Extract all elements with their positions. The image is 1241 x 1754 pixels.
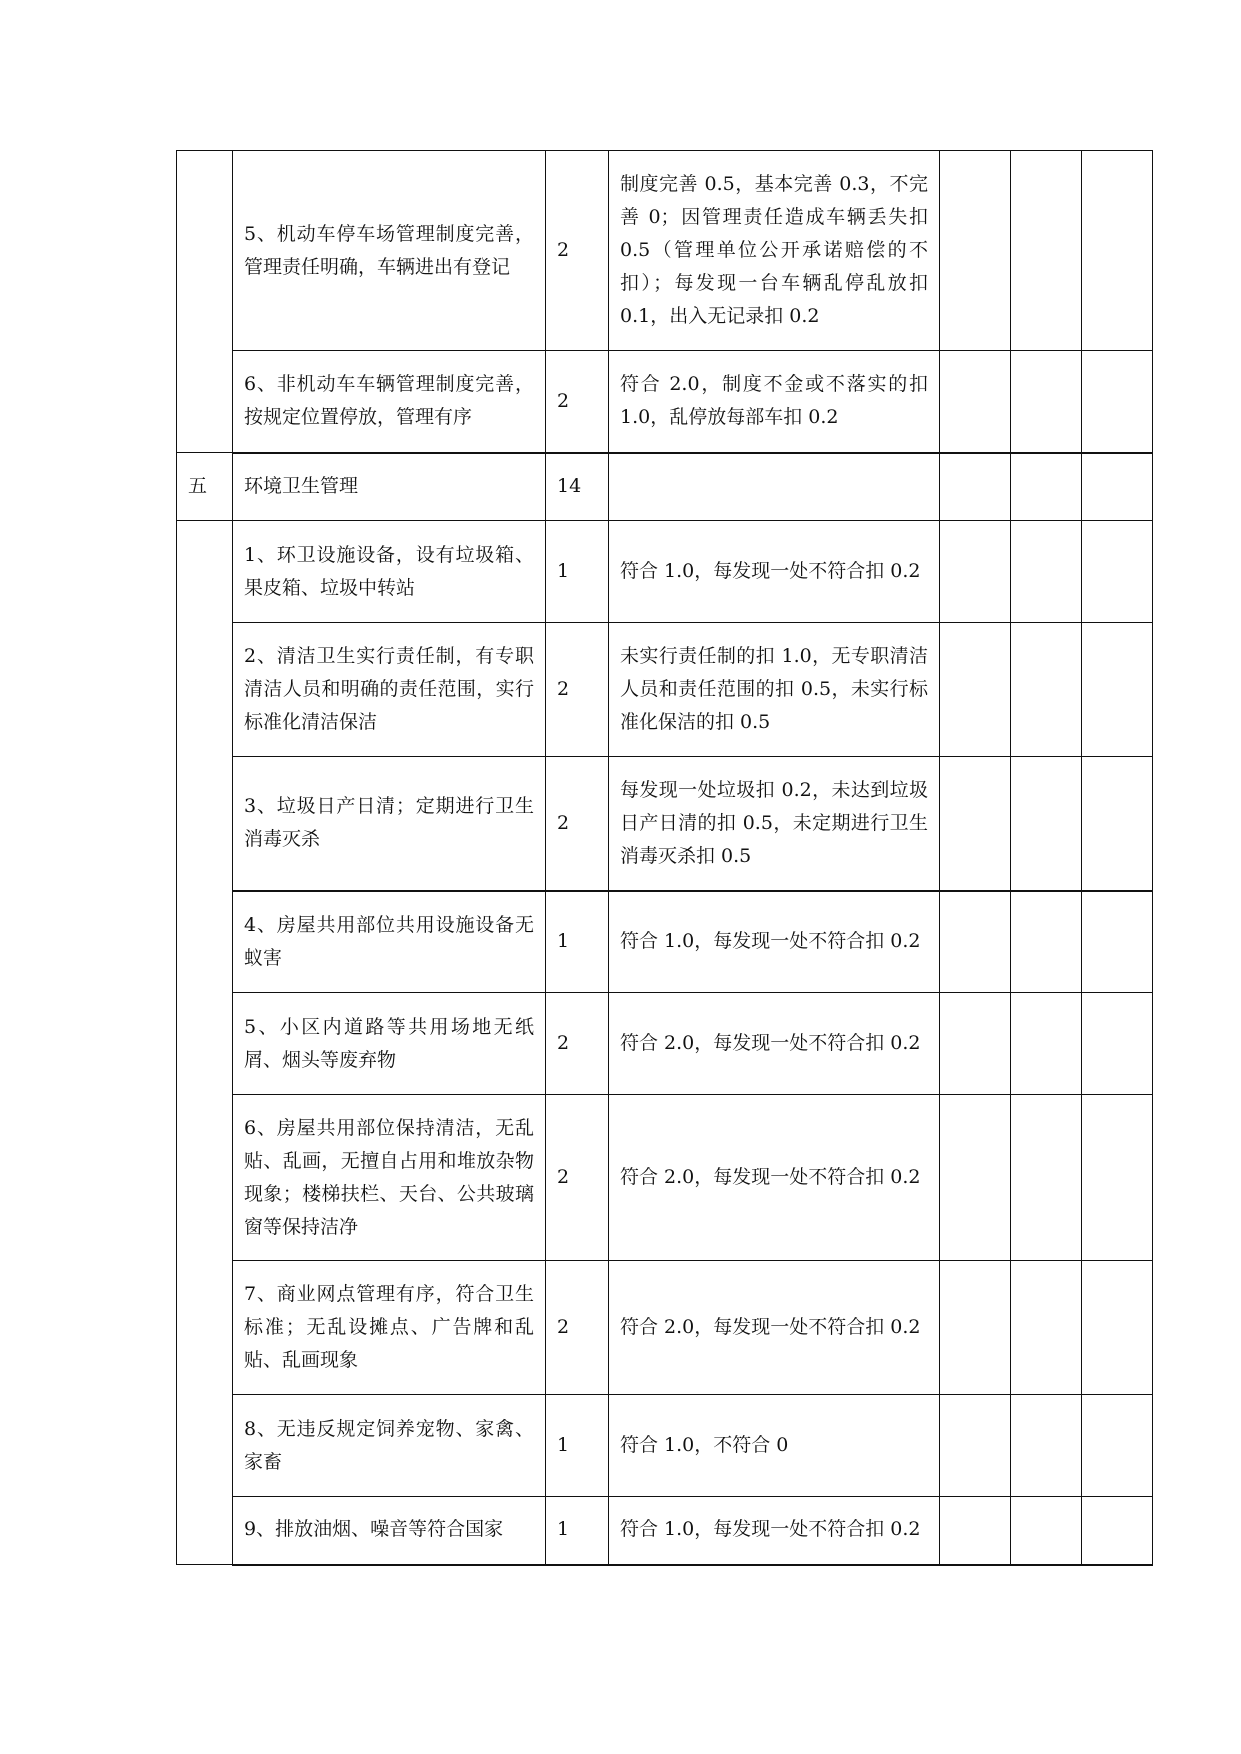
- criteria-cell: 未实行责任制的扣 1.0，无专职清洁人员和责任范围的扣 0.5，未实行标准化保洁的扣 0.5: [609, 623, 940, 757]
- blank-cell: [1082, 993, 1153, 1095]
- criteria-cell: 符合 1.0，每发现一处不符合扣 0.2: [609, 521, 940, 623]
- blank-cell: [1082, 623, 1153, 757]
- blank-cell: [940, 623, 1011, 757]
- blank-cell: [940, 521, 1011, 623]
- score-cell: 1: [546, 521, 609, 623]
- blank-cell: [1011, 453, 1082, 521]
- blank-cell: [940, 1261, 1011, 1395]
- table-row: [177, 1497, 1153, 1565]
- item-content-cell: 7、商业网点管理有序，符合卫生标准；无乱设摊点、广告牌和乱贴、乱画现象: [233, 1261, 546, 1395]
- score-cell: 1: [546, 891, 609, 993]
- table-row: [177, 757, 1153, 891]
- criteria-cell: [609, 453, 940, 521]
- section-number-cell: 五: [177, 453, 233, 521]
- score-cell: 2: [546, 757, 609, 891]
- score-cell: 14: [546, 453, 609, 521]
- score-cell: 2: [546, 993, 609, 1095]
- item-content-cell: 9、排放油烟、噪音等符合国家: [233, 1497, 546, 1565]
- blank-cell: [940, 453, 1011, 521]
- blank-cell: [1011, 623, 1082, 757]
- table-row: [177, 351, 1153, 453]
- blank-cell: [1082, 1261, 1153, 1395]
- blank-cell: [1011, 351, 1082, 453]
- blank-cell: [1011, 891, 1082, 993]
- section-title-cell: 环境卫生管理: [233, 453, 546, 521]
- table-row: [177, 1261, 1153, 1395]
- blank-cell: [1011, 757, 1082, 891]
- table-row: [177, 891, 1153, 993]
- blank-cell: [1082, 1095, 1153, 1261]
- criteria-cell: 符合 2.0，每发现一处不符合扣 0.2: [609, 1261, 940, 1395]
- table-row: [177, 1395, 1153, 1497]
- item-content-cell: 1、环卫设施设备，设有垃圾箱、果皮箱、垃圾中转站: [233, 521, 546, 623]
- criteria-cell: 制度完善 0.5，基本完善 0.3，不完善 0；因管理责任造成车辆丢失扣 0.5（管理单位公开承诺赔偿的不扣）；每发现一台车辆乱停乱放扣 0.1，出入无记录扣 0.2: [609, 151, 940, 351]
- blank-cell: [1011, 521, 1082, 623]
- blank-cell: [1082, 1395, 1153, 1497]
- table-row: [177, 151, 1153, 351]
- criteria-cell: 符合 2.0，制度不金或不落实的扣 1.0，乱停放每部车扣 0.2: [609, 351, 940, 453]
- section-header-row: [177, 453, 1153, 521]
- blank-cell: [1011, 1261, 1082, 1395]
- blank-cell: [940, 757, 1011, 891]
- score-cell: 2: [546, 151, 609, 351]
- criteria-cell: 每发现一处垃圾扣 0.2，未达到垃圾日产日清的扣 0.5，未定期进行卫生消毒灭杀扣 0.5: [609, 757, 940, 891]
- blank-cell: [1011, 1395, 1082, 1497]
- blank-cell: [940, 1095, 1011, 1261]
- section-number-cell: [177, 151, 233, 453]
- criteria-cell: 符合 1.0，每发现一处不符合扣 0.2: [609, 1497, 940, 1565]
- blank-cell: [1011, 151, 1082, 351]
- item-content-cell: 6、房屋共用部位保持清洁，无乱贴、乱画，无擅自占用和堆放杂物现象；楼梯扶栏、天台、公共玻璃窗等保持洁净: [233, 1095, 546, 1261]
- score-cell: 2: [546, 351, 609, 453]
- blank-cell: [1082, 151, 1153, 351]
- table-row: [177, 521, 1153, 623]
- item-content-cell: 8、无违反规定饲养宠物、家禽、家畜: [233, 1395, 546, 1497]
- criteria-cell: 符合 2.0，每发现一处不符合扣 0.2: [609, 993, 940, 1095]
- blank-cell: [940, 993, 1011, 1095]
- table-row: [177, 1095, 1153, 1261]
- criteria-cell: 符合 1.0，不符合 0: [609, 1395, 940, 1497]
- blank-cell: [1082, 351, 1153, 453]
- blank-cell: [940, 891, 1011, 993]
- evaluation-table: [176, 150, 1153, 1566]
- blank-cell: [1082, 453, 1153, 521]
- table-row: [177, 623, 1153, 757]
- item-content-cell: 4、房屋共用部位共用设施设备无蚁害: [233, 891, 546, 993]
- blank-cell: [1011, 1095, 1082, 1261]
- score-cell: 2: [546, 1261, 609, 1395]
- score-cell: 2: [546, 1095, 609, 1261]
- blank-cell: [1011, 993, 1082, 1095]
- blank-cell: [1082, 1497, 1153, 1565]
- blank-cell: [940, 151, 1011, 351]
- item-content-cell: 2、清洁卫生实行责任制，有专职清洁人员和明确的责任范围，实行标准化清洁保洁: [233, 623, 546, 757]
- blank-cell: [940, 1497, 1011, 1565]
- section-span-cell: [177, 521, 233, 1565]
- blank-cell: [1011, 1497, 1082, 1565]
- blank-cell: [940, 351, 1011, 453]
- item-content-cell: 3、垃圾日产日清；定期进行卫生消毒灭杀: [233, 757, 546, 891]
- score-cell: 1: [546, 1497, 609, 1565]
- blank-cell: [1082, 891, 1153, 993]
- table-row: [177, 993, 1153, 1095]
- score-cell: 2: [546, 623, 609, 757]
- blank-cell: [940, 1395, 1011, 1497]
- criteria-cell: 符合 2.0，每发现一处不符合扣 0.2: [609, 1095, 940, 1261]
- blank-cell: [1082, 757, 1153, 891]
- score-cell: 1: [546, 1395, 609, 1497]
- criteria-cell: 符合 1.0，每发现一处不符合扣 0.2: [609, 891, 940, 993]
- item-content-cell: 5、机动车停车场管理制度完善，管理责任明确，车辆进出有登记: [233, 151, 546, 351]
- item-content-cell: 6、非机动车车辆管理制度完善，按规定位置停放，管理有序: [233, 351, 546, 453]
- item-content-cell: 5、小区内道路等共用场地无纸屑、烟头等废弃物: [233, 993, 546, 1095]
- blank-cell: [1082, 521, 1153, 623]
